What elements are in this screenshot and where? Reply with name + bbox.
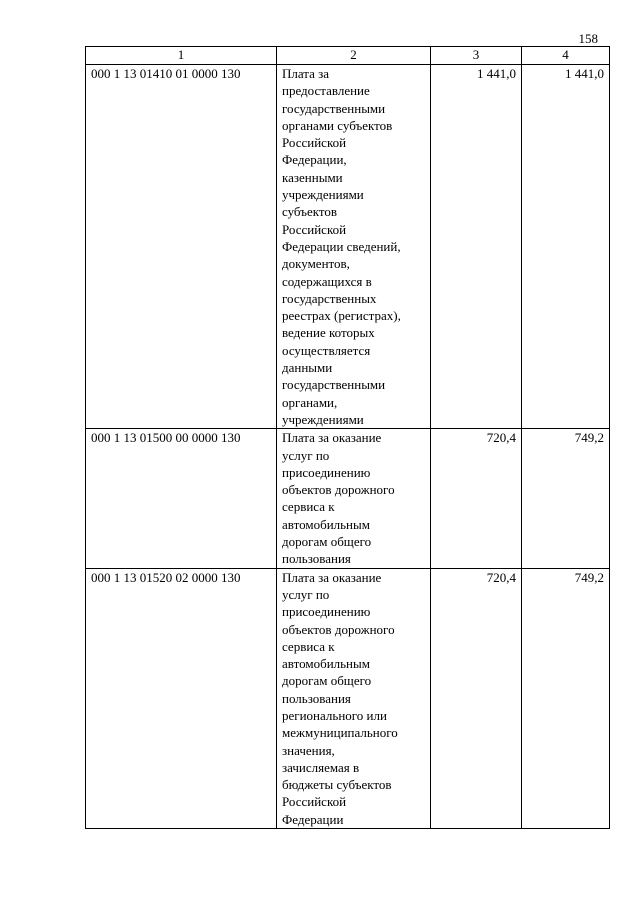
row-name-line: Федерации <box>282 811 344 827</box>
row-name-line: автомобильным <box>282 656 370 672</box>
page-number: 158 <box>578 31 598 46</box>
row-name-cell <box>277 568 431 828</box>
row-value-col4: 749,2 <box>522 429 610 568</box>
row-name-line: дорогам общего <box>282 673 372 689</box>
header-cell-4: 4 <box>522 47 610 65</box>
row-name-line: объектов дорожного <box>282 621 395 637</box>
row-name-line: государственными <box>282 100 386 116</box>
row-name-line: зачисляемая в <box>282 759 360 775</box>
row-name-line: данными <box>282 360 333 376</box>
header-cell-3: 3 <box>431 47 522 65</box>
row-name-line: Российской <box>282 794 347 810</box>
row-name-line: учреждениями <box>282 411 364 427</box>
row-name-line: сервиса к <box>282 499 335 515</box>
row-name-line: предоставление <box>282 83 370 99</box>
row-name-line: регионального или <box>282 707 387 723</box>
budget-table <box>85 46 610 829</box>
row-name-line: присоединению <box>282 464 371 480</box>
row-name-line: услуг по <box>282 447 330 463</box>
row-name-line: дорогам общего <box>282 534 372 550</box>
row-name-line: содержащихся в <box>282 273 372 289</box>
row-name-line: значения, <box>282 742 335 758</box>
row-name-line: Федерации сведений, <box>282 238 401 254</box>
row-name-line: Плата за оказание <box>282 430 382 446</box>
row-name-line: межмуниципального <box>282 725 398 741</box>
row-name-line: осуществляется <box>282 342 371 358</box>
row-name-line: сервиса к <box>282 638 335 654</box>
row-name-line: документов, <box>282 256 350 272</box>
row-name-line: пользования <box>282 690 351 706</box>
row-name-line: пользования <box>282 551 351 567</box>
row-name-line: услуг по <box>282 586 330 602</box>
row-name-line: казенными <box>282 169 343 185</box>
row-code-cell: 000 1 13 01410 01 0000 130 <box>86 65 277 429</box>
row-code-cell: 000 1 13 01520 02 0000 130 <box>86 568 277 828</box>
row-name-line: реестрах (регистрах), <box>282 308 401 324</box>
row-code-cell: 000 1 13 01500 00 0000 130 <box>86 429 277 568</box>
row-name-line: Плата за <box>282 66 330 81</box>
table-header-row <box>86 47 610 65</box>
row-name-line: субъектов <box>282 204 338 220</box>
row-name-line: Российской <box>282 221 347 237</box>
row-name-line: органами субъектов <box>282 117 393 133</box>
row-value-col3: 720,4 <box>431 429 522 568</box>
table-body <box>86 47 610 829</box>
row-name-line: Российской <box>282 135 347 151</box>
row-name-cell <box>277 65 431 429</box>
row-name-line: государственных <box>282 290 377 306</box>
table-row <box>86 65 610 429</box>
header-cell-2: 2 <box>277 47 431 65</box>
row-name-line: бюджеты субъектов <box>282 777 392 793</box>
row-name-line: государственными <box>282 377 386 393</box>
header-cell-1: 1 <box>86 47 277 65</box>
table-row <box>86 568 610 828</box>
row-name-line: органами, <box>282 394 338 410</box>
row-value-col4: 749,2 <box>522 568 610 828</box>
row-name-line: Федерации, <box>282 152 347 168</box>
row-name-line: автомобильным <box>282 516 370 532</box>
row-value-col3: 720,4 <box>431 568 522 828</box>
row-name-cell <box>277 429 431 568</box>
row-name-line: объектов дорожного <box>282 482 395 498</box>
row-value-col4: 1 441,0 <box>522 65 610 429</box>
table-row <box>86 429 610 568</box>
row-name-line: присоединению <box>282 604 371 620</box>
row-name-line: Плата за оказание <box>282 569 382 585</box>
row-name-line: ведение которых <box>282 325 375 341</box>
row-value-col3: 1 441,0 <box>431 65 522 429</box>
row-name-line: учреждениями <box>282 187 364 203</box>
